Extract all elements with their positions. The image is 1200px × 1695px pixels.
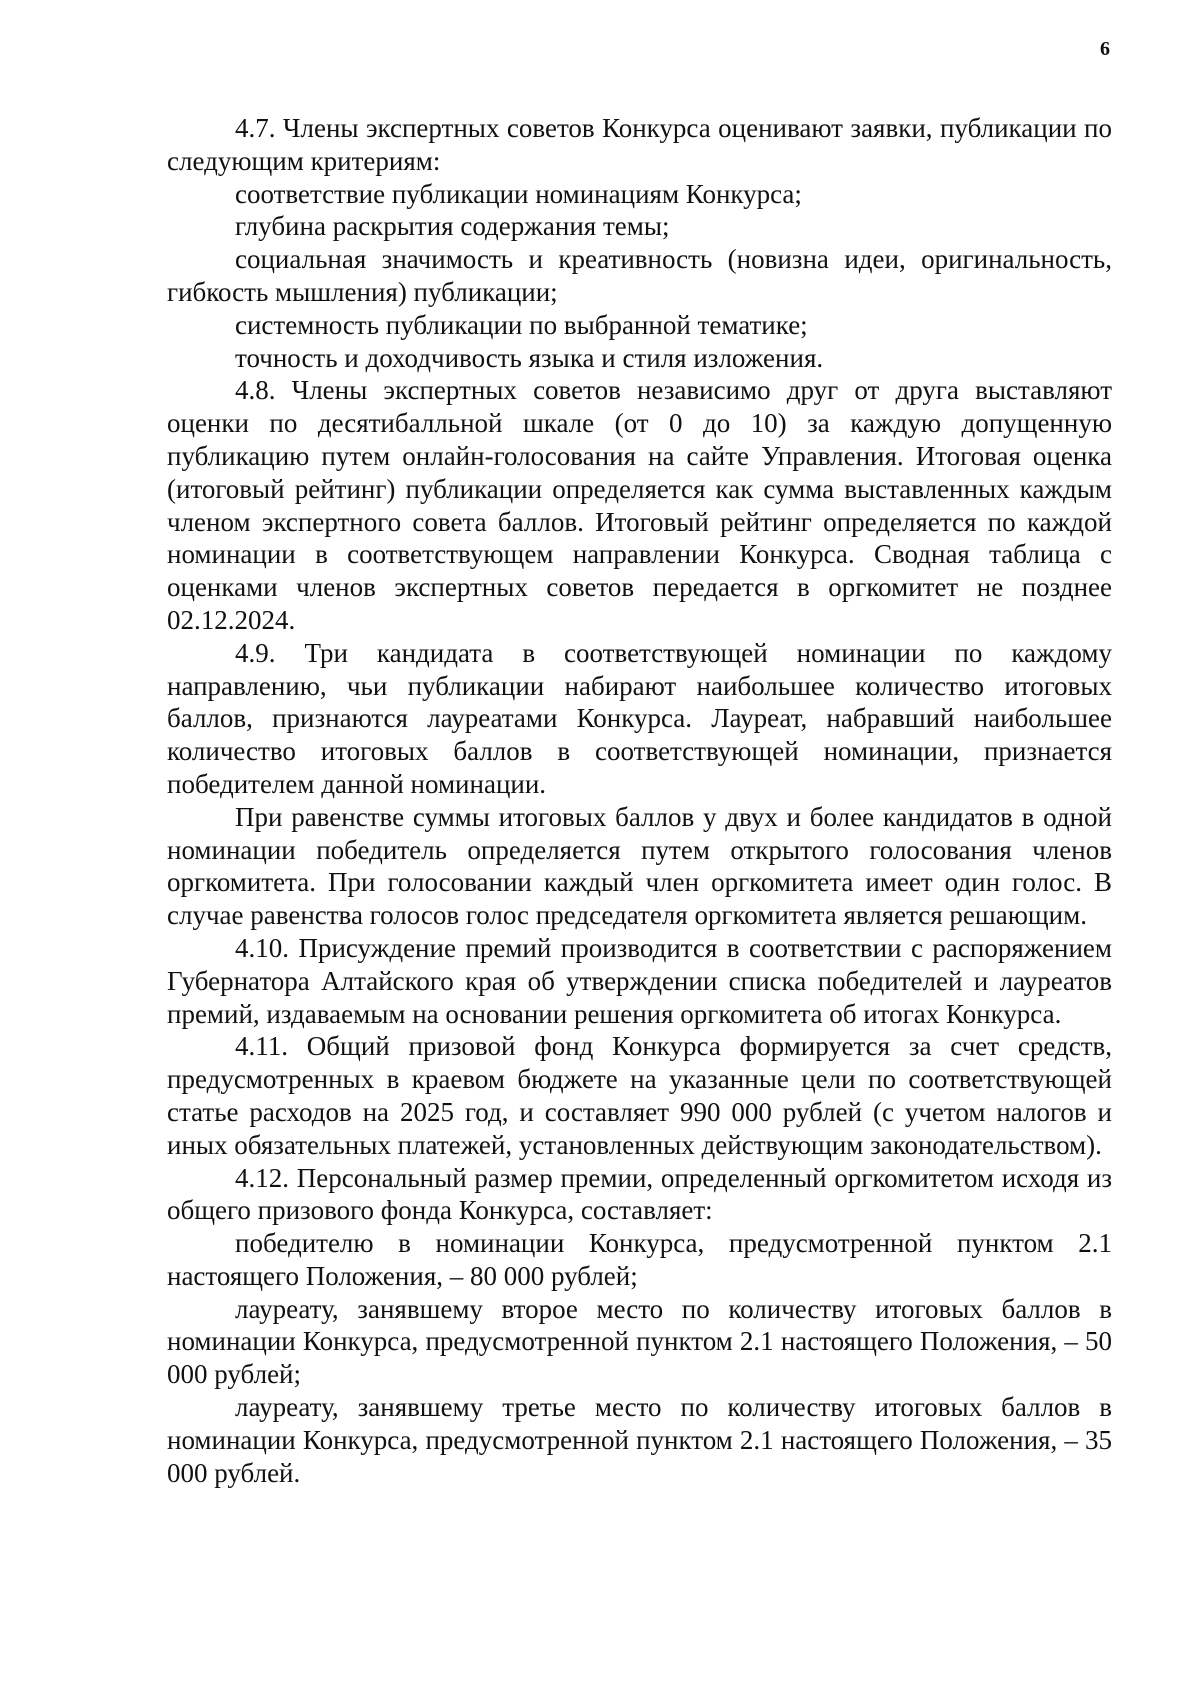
paragraph-4-9: 4.9. Три кандидата в соответствующей номинации по каждому направлению, чьи публикации набирают наибольшее количество итоговых баллов, признаются лауреатами Конкурса. Лауреат, набравший наибольшее количество итоговых баллов в соответствующей номинации, признается победителем данной номинации. [167, 637, 1112, 799]
criterion-item: социальная значимость и креативность (новизна идеи, оригинальность, гибкость мышления) публикации; [167, 244, 1112, 307]
prize-second-place-item: лауреату, занявшему второе место по количеству итоговых баллов в номинации Конкурса, предусмотренной пунктом 2.1 настоящего Положения, – 50 000 рублей; [167, 1293, 1112, 1390]
prize-third-place-item: лауреату, занявшему третье место по количеству итоговых баллов в номинации Конкурса, предусмотренной пунктом 2.1 настоящего Положения, – 35 000 рублей. [167, 1392, 1112, 1488]
paragraph-4-8: 4.8. Члены экспертных советов независимо друг от друга выставляют оценки по десятибалльной шкале (от 0 до 10) за каждую допущенную публикацию путем онлайн-голосования на сайте Управления. Итоговая оценка (итоговый рейтинг) публикации определяется как сумма выставленных каждым членом экспертного совета баллов. Итоговый рейтинг определяется по каждой номинации в соответствующем направлении Конкурса. Сводная таблица с оценками членов экспертных советов передается в оргкомитет не позднее 02.12.2024. [167, 375, 1112, 635]
criterion-item: соответствие публикации номинациям Конкурса; [235, 178, 802, 209]
criterion-item: точность и доходчивость языка и стиля изложения. [235, 342, 824, 373]
document-body [167, 112, 1112, 1489]
prize-winner-item: победителю в номинации Конкурса, предусмотренной пунктом 2.1 настоящего Положения, – 80 000 рублей; [167, 1228, 1112, 1291]
criterion-item: системность публикации по выбранной тематике; [235, 309, 808, 340]
criterion-item: глубина раскрытия содержания темы; [235, 211, 670, 242]
paragraph-4-11: 4.11. Общий призовой фонд Конкурса формируется за счет средств, предусмотренных в краевом бюджете на указанные цели по соответствующей статье расходов на 2025 год, и составляет 990 000 рублей (с учетом налогов и иных обязательных платежей, установленных действующим законодательством). [167, 1031, 1112, 1160]
paragraph-tie-rule: При равенстве суммы итоговых баллов у двух и более кандидатов в одной номинации победитель определяется путем открытого голосования членов оргкомитета. При голосовании каждый член оргкомитета имеет один голос. В случае равенства голосов голос председателя оргкомитета является решающим. [167, 801, 1112, 931]
page-number: 6 [1100, 38, 1110, 60]
paragraph-4-12: 4.12. Персональный размер премии, определенный оргкомитетом исходя из общего призового фонда Конкурса, составляет: [167, 1162, 1112, 1226]
paragraph-4-10: 4.10. Присуждение премий производится в соответствии с распоряжением Губернатора Алтайского края об утверждении списка победителей и лауреатов премий, издаваемым на основании решения оргкомитета об итогах Конкурса. [167, 932, 1112, 1029]
paragraph-4-7: 4.7. Члены экспертных советов Конкурса оценивают заявки, публикации по следующим критериям: [167, 113, 1112, 176]
